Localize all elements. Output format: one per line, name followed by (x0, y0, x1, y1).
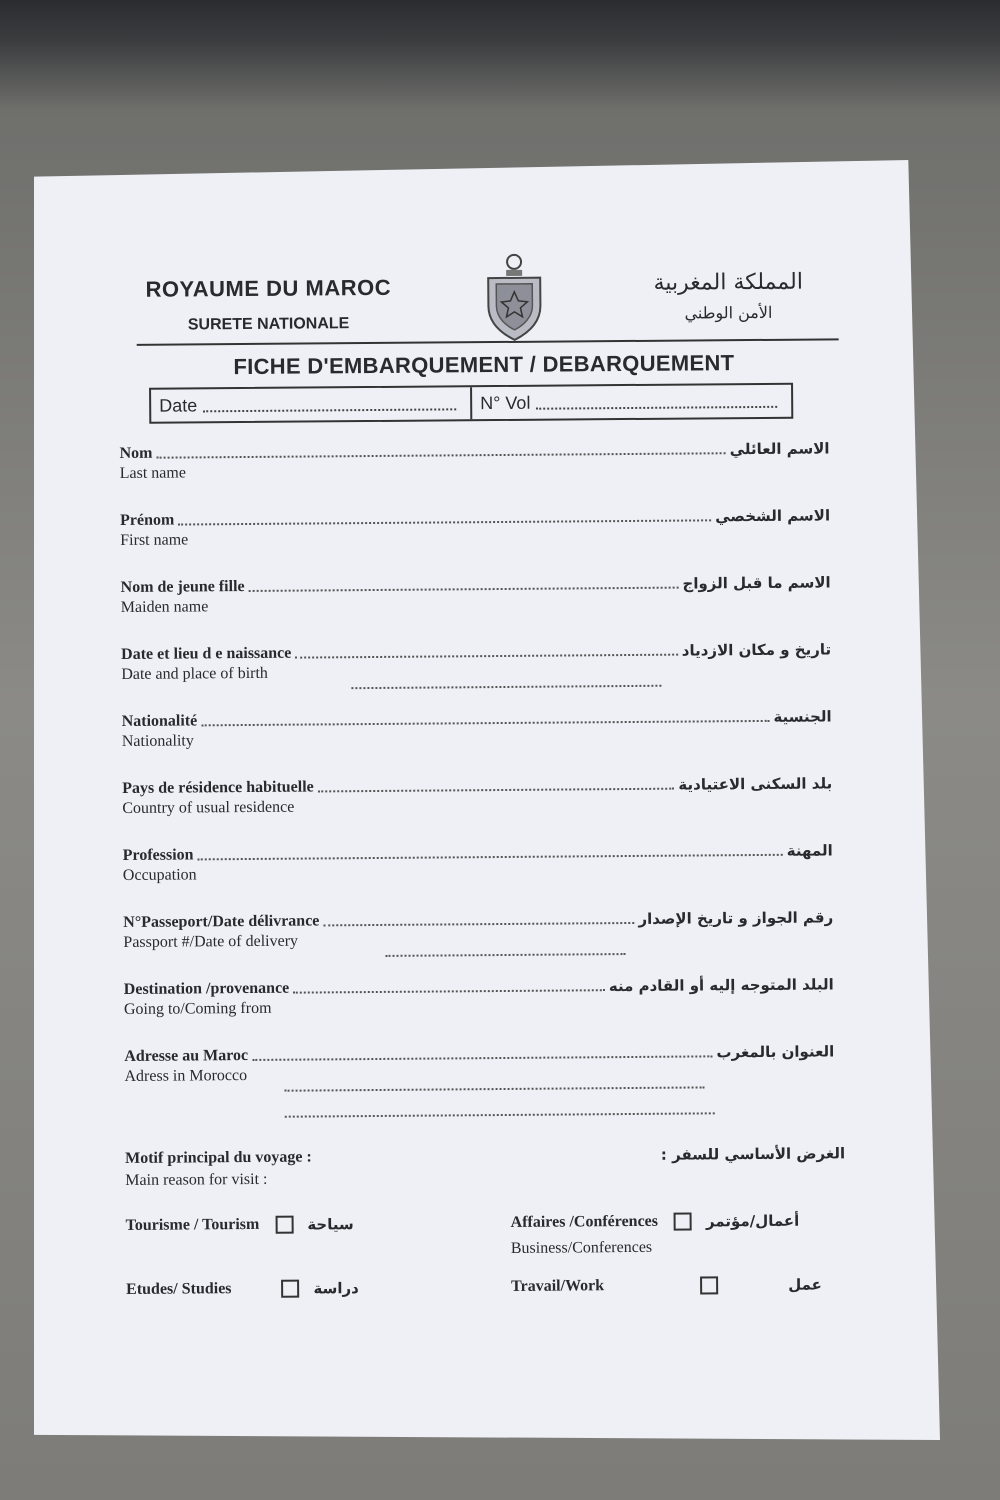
field-input-line[interactable] (295, 654, 677, 659)
kingdom-name-ar: المملكة المغربية (653, 269, 803, 296)
kingdom-name-fr: ROYAUME DU MAROC (145, 274, 392, 302)
field-label-en: Nationality (121, 732, 194, 750)
field-label-en: Going to/Coming from (123, 999, 272, 1018)
field-label-ar: الجنسية (773, 707, 832, 726)
field-label-fr: Adresse au Maroc (124, 1047, 249, 1065)
option-label-ar: عمل (788, 1275, 822, 1294)
field-occupation (123, 841, 833, 897)
trip-reason-label-en: Main reason for visit : (125, 1170, 268, 1189)
field-label-fr: Profession (122, 846, 194, 864)
trip-reason-label-ar: الغرض الأساسي للسفر : (660, 1144, 846, 1164)
field-label-fr: Date et lieu d e naissance (121, 644, 292, 663)
field-label-en: Country of usual residence (122, 798, 295, 817)
field-input-line[interactable] (178, 519, 711, 525)
field-label-en: Date and place of birth (121, 664, 268, 683)
field-input-line[interactable] (198, 854, 783, 861)
field-label-fr: Nom (119, 444, 153, 462)
flight-number-field[interactable] (536, 406, 777, 410)
field-last-name (119, 439, 829, 495)
moroccan-coat-of-arms-icon (482, 252, 547, 342)
field-label-en: First name (120, 531, 189, 549)
option-work (511, 1276, 822, 1296)
field-label-en: Last name (119, 464, 186, 482)
field-label-fr: N°Passeport/Date délivrance (123, 912, 320, 931)
option-business-en: Business/Conferences (510, 1238, 653, 1257)
header-right (608, 269, 848, 323)
tourism-checkbox[interactable] (275, 1216, 293, 1234)
form-content (118, 249, 856, 1315)
field-input-line[interactable] (201, 720, 769, 726)
header-left (118, 275, 418, 335)
field-input-line[interactable] (252, 1055, 712, 1061)
option-tourism (126, 1215, 354, 1235)
field-label-en: Adress in Morocco (124, 1067, 248, 1085)
field-nationality (122, 707, 832, 763)
field-label-fr: Pays de résidence habituelle (122, 778, 314, 797)
flight-cell (470, 385, 791, 420)
field-first-name (120, 506, 830, 562)
date-field[interactable] (203, 408, 456, 412)
business-checkbox[interactable] (674, 1213, 692, 1231)
field-label-ar: الاسم العائلي (729, 439, 830, 459)
field-destination (124, 975, 834, 1031)
address-extra-line-2[interactable] (285, 1112, 715, 1117)
option-label-fr: Travail/Work (511, 1277, 605, 1295)
field-label-ar: البلد المتوجه إليه أو القادم منه (608, 975, 834, 996)
field-label-ar: الاسم الشخصي (715, 506, 831, 526)
option-label-ar: أعمال/مؤتمر (705, 1211, 800, 1231)
agency-name-ar: الأمن الوطني (684, 302, 773, 323)
field-input-line[interactable] (318, 788, 675, 793)
field-label-ar: الاسم ما قبل الزواج (682, 573, 831, 593)
field-residence (122, 774, 832, 830)
option-label-fr: Affaires /Conférences (510, 1212, 659, 1231)
field-input-line[interactable] (156, 452, 725, 458)
field-label-fr: Prénom (120, 511, 175, 529)
field-label-fr: Nom de jeune fille (120, 578, 245, 596)
work-checkbox[interactable] (700, 1276, 718, 1294)
field-input-line[interactable] (293, 989, 605, 993)
field-label-ar: العنوان بالمغرب (716, 1042, 835, 1062)
field-label-fr: Nationalité (121, 712, 198, 730)
option-studies (126, 1279, 359, 1299)
option-label-ar: سياحة (307, 1215, 354, 1234)
flight-label: N° Vol (480, 392, 531, 413)
field-label-en: Passport #/Date of delivery (123, 932, 299, 951)
field-label-ar: تاريخ و مكان الازدياد (681, 640, 832, 660)
field-input-line[interactable] (323, 922, 634, 926)
field-label-ar: بلد السكنى الاعتيادية (678, 774, 833, 794)
studies-checkbox[interactable] (281, 1280, 299, 1298)
option-business (511, 1212, 800, 1232)
option-label-fr: Etudes/ Studies (126, 1280, 232, 1298)
date-label: Date (159, 394, 198, 416)
form-title: FICHE D'EMBARQUEMENT / DEBARQUEMENT (233, 350, 735, 380)
field-label-fr: Destination /provenance (123, 979, 290, 998)
date-cell (151, 387, 470, 422)
option-label-ar: دراسة (313, 1279, 359, 1298)
field-label-ar: المهنة (786, 841, 833, 860)
agency-name-fr: SURETE NATIONALE (187, 315, 350, 334)
field-label-en: Occupation (122, 866, 197, 884)
field-label-en: Maiden name (120, 598, 209, 616)
field-input-line[interactable] (249, 587, 679, 592)
field-maiden-name (121, 573, 831, 629)
trip-reason-label-fr: Motif principal du voyage : (125, 1148, 312, 1167)
option-label-fr: Tourisme / Tourism (125, 1215, 260, 1234)
date-flight-box (149, 383, 793, 424)
trip-reason-section (125, 1144, 845, 1190)
field-label-ar: رقم الجواز و تاريخ الإصدار (638, 908, 834, 928)
